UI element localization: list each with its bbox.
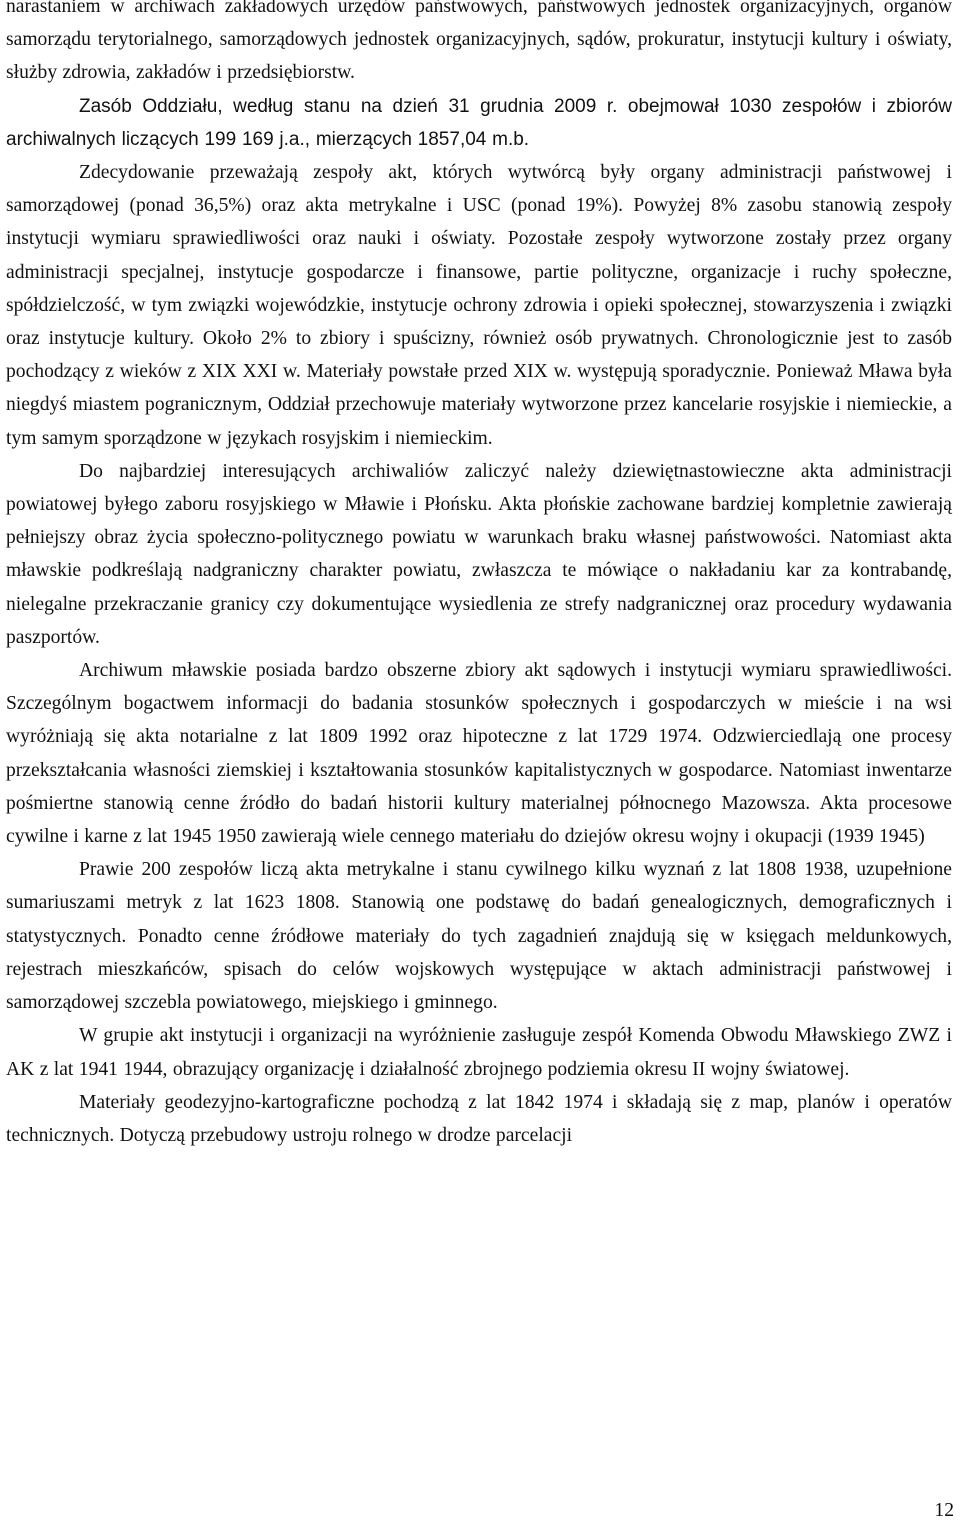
paragraph-2: Zasób Oddziału, według stanu na dzień 31 grudnia 2009 r. obejmował 1030 zespołów i zbiorów archiwalnych liczących 199 169 j.a., mierzących 1857,04 m.b. <box>6 95 952 150</box>
paragraph-6: Prawie 200 zespołów liczą akta metrykalne i stanu cywilnego kilku wyznań z lat 1808 1938, uzupełnione sumariuszami metryk z lat 1623 1808. Stanowią one podstawę do badań genealogicznych, demograficznych i statystycznych. Ponadto cenne źródłowe materiały do tych zagadnień znajdują się w księgach meldunkowych, rejestrach mieszkańców, spisach do celów wojskowych występujące w aktach administracji państwowej i samorządowej szczebla powiatowego, miejskiego i gminnego. <box>6 859 952 1014</box>
document-body <box>6 0 952 1152</box>
paragraph-4: Do najbardziej interesujących archiwaliów zaliczyć należy dziewiętnastowieczne akta administracji powiatowej byłego zaboru rosyjskiego w Mławie i Płońsku. Akta płońskie zachowane bardziej kompletnie zawierają pełniejszy obraz życia społeczno-politycznego powiatu w warunkach braku własnej państwowości. Natomiast akta mławskie podkreślają nadgraniczny charakter powiatu, zwłaszcza te mówiące o nakładaniu kar za kontrabandę, nielegalne przekraczanie granicy czy dokumentujące wysiedlenia ze strefy nadgranicznej oraz procedury wydawania paszportów. <box>6 460 952 648</box>
paragraph-7: W grupie akt instytucji i organizacji na wyróżnienie zasługuje zespół Komenda Obwodu Mławskiego ZWZ i AK z lat 1941 1944, obrazujący organizację i działalność zbrojnego podziemia okresu II wojny światowej. <box>6 1025 952 1080</box>
paragraph-1: narastaniem w archiwach zakładowych urzędów państwowych, państwowych jednostek organizacyjnych, organów samorządu terytorialnego, samorządowych jednostek organizacyjnych, sądów, prokuratur, instytucji kultury i oświaty, służby zdrowia, zakładów i przedsiębiorstw. <box>6 0 952 84</box>
paragraph-3: Zdecydowanie przeważają zespoły akt, których wytwórcą były organy administracji państwowej i samorządowej (ponad 36,5%) oraz akta metrykalne i USC (ponad 19%). Powyżej 8% zasobu stanowią zespoły instytucji wymiaru sprawiedliwości oraz nauki i oświaty. Pozostałe zespoły wytworzone zostały przez organy administracji specjalnej, instytucje gospodarcze i finansowe, partie polityczne, organizacje i ruchy społeczne, spółdzielczość, w tym związki wojewódzkie, instytucje ochrony zdrowia i opieki społecznej, stowarzyszenia i związki oraz instytucje kultury. Około 2% to zbiory i spuścizny, również osób prywatnych. Chronologicznie jest to zasób pochodzący z wieków z XIX XXI w. Materiały powstałe przed XIX w. występują sporadycznie. Ponieważ Mława była niegdyś miastem pogranicznym, Oddział przechowuje materiały wytworzone przez kancelarie rosyjskie i niemieckie, a tym samym sporządzone w językach rosyjskim i niemieckim. <box>6 162 952 449</box>
page-number: 12 <box>934 1500 954 1521</box>
paragraph-8: Materiały geodezyjno-kartograficzne pochodzą z lat 1842 1974 i składają się z map, planów i operatów technicznych. Dotyczą przebudowy ustroju rolnego w drodze parcelacji <box>6 1091 952 1146</box>
paragraph-5: Archiwum mławskie posiada bardzo obszerne zbiory akt sądowych i instytucji wymiaru sprawiedliwości. Szczególnym bogactwem informacji do badania stosunków społecznych i gospodarczych w mieście i na wsi wyróżniają się akta notarialne z lat 1809 1992 oraz hipoteczne z lat 1729 1974. Odzwierciedlają one procesy przekształcania własności ziemskiej i kształtowania stosunków kapitalistycznych w gospodarce. Natomiast inwentarze pośmiertne stanowią cenne źródło do badań historii kultury materialnej północnego Mazowsza. Akta procesowe cywilne i karne z lat 1945 1950 zawierają wiele cennego materiału do dziejów okresu wojny i okupacji (1939 1945) <box>6 660 952 848</box>
